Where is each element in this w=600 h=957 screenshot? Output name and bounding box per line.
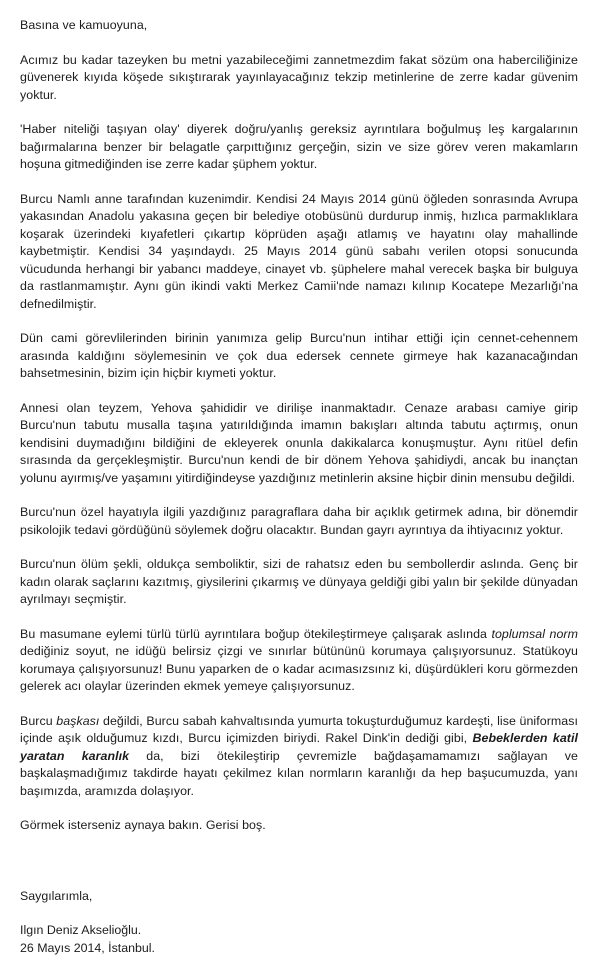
paragraph-7: Burcu'nun ölüm şekli, oldukça semboliktir, sizi de rahatsız eden bu sembollerdir aslında. Genç bir kadın olarak saçlarını kazıtmış, giysilerini çıkarmış ve dünyaya geldiği gibi yalın bir şekilde dünyadan ayrılmayı seçmiştir. bbox=[20, 556, 578, 609]
salutation: Basına ve kamuoyuna, bbox=[20, 17, 578, 35]
signature-gap bbox=[20, 905, 578, 922]
paragraph-9-italic: başkası bbox=[56, 714, 99, 728]
paragraph-9-bold-italic-quote: Bebeklerden katil yaratan karanlık bbox=[20, 731, 578, 763]
paragraph-5: Annesi olan teyzem, Yehova şahididir ve dirilişe inanmaktadır. Cenaze arabası camiye girip Burcu'nun tabutu musalla taşına yatırıldığında imamın bakışları altında tabutu açtırmış, onun kendisini duymadığını bildiğini de ekleyerek onunla dakikalarca konuşmuştur. Aynı ritüel defin sırasında da gerçekleşmiştir. Burcu'nun kendi de bir dönem Yehova şahidiydi, ancak bu inançtan yolunu ayırmış/ve yaşamını yitirdiğindeyse yazdığınız metinlerin aksine hiçbir dinin mensubu değildi. bbox=[20, 400, 578, 488]
paragraph-8-part2: dediğiniz soyut, ne idüğü belirsiz çizgi ve sınırlar bütününü korumaya çalışıyorsunuz. Statükoyu korumaya çalışıyorsunuz! Bunu yaparken de o kadar acımasızsınız ki, düşürdükleri koru görmezden gelerek acı olaylar üzerinden ekmek yemeye çalışıyorsunuz. bbox=[20, 644, 578, 693]
paragraph-4: Dün cami görevlilerinden birinin yanımıza gelip Burcu'nun intihar ettiği için cennet-cehennem arasında kaldığını söylemesinin ve çok dua edersek cennete girmeye hak kazanacağından bahsetmesinin, bizim için hiçbir kıymeti yoktur. bbox=[20, 330, 578, 383]
paragraph-2: 'Haber niteliği taşıyan olay' diyerek doğru/yanlış gereksiz ayrıntılara boğulmuş leş kargalarının bağırmalarına benzer bir belagatle çarpıttığınız gerçeğin, sizin ve size görev veren makamların hoşuna gitmediğinden ise zerre kadar şüphem yoktur. bbox=[20, 121, 578, 174]
paragraph-9 bbox=[20, 713, 578, 801]
paragraph-9-part1: Burcu bbox=[20, 714, 56, 728]
paragraph-8-italic: toplumsal norm bbox=[491, 627, 578, 641]
paragraph-9-part3: da, bizi ötekileştirip çevremizle bağdaşamamamızı sağlayan ve başkalaşmadığımız takdirde hayatı çekilmez kılan normların karanlığı da hep başucumuzda, yanı başımızda, aramızda dolaşıyor. bbox=[20, 749, 578, 798]
paragraph-9-part2: değildi, Burcu sabah kahvaltısında yumurta tokuşturduğumuz kardeşti, lise üniforması içinde aşık olduğumuz kızdı, Burcu içimizden biriydi. Rakel Dink'in dediği gibi, bbox=[20, 714, 578, 746]
signature-regards: Saygılarımla, bbox=[20, 888, 578, 906]
signature-spacer bbox=[20, 852, 578, 869]
paragraph-1: Acımız bu kadar tazeyken bu metni yazabileceğimi zannetmezdim fakat sözüm ona haberciliğinize güvenerek kıyıda köşede sıkıştırarak yayınlayacağınız tekzip metinlerine de zerre kadar güvenim yoktur. bbox=[20, 52, 578, 105]
signature-date: 26 Mayıs 2014, İstanbul. bbox=[20, 940, 578, 957]
paragraph-8-part1: Bu masumane eylemi türlü türlü ayrıntılara boğup ötekileştirmeye çalışarak aslında bbox=[20, 627, 491, 641]
closing-paragraph: Görmek isterseniz aynaya bakın. Gerisi boş. bbox=[20, 817, 578, 835]
paragraph-6: Burcu'nun özel hayatıyla ilgili yazdığınız paragraflara daha bir açıklık getirmek adına, bir dönemdir psikolojik tedavi gördüğünü söylemek doğru olacaktır. Bundan gayrı ayrıntıya da ihtiyacınız yoktur. bbox=[20, 504, 578, 539]
paragraph-3: Burcu Namlı anne tarafından kuzenimdir. Kendisi 24 Mayıs 2014 günü öğleden sonrasında Avrupa yakasından Anadolu yakasına geçen bir belediye otobüsünü durdurup inmiş, hızlıca parmaklıklara koşarak üzerindeki kıyafetleri çıkartıp köprüden aşağı atlamış ve hayatını olay mahallinde kaybetmiştir. Kendisi 34 yaşındaydı. 25 Mayıs 2014 günü sabahı verilen otopsi sonucunda vücudunda herhangi bir yabancı maddeye, cinayet vb. şüphelere mahal verecek başka bir bulguya da rastlanmamıştır. Aynı gün ikindi vakti Merkez Camii'nde namazı kılınıp Kocatepe Mezarlığı'na defnedilmiştir. bbox=[20, 191, 578, 314]
paragraph-8 bbox=[20, 626, 578, 696]
signature-block bbox=[20, 888, 578, 957]
signature-name: Ilgın Deniz Akselioğlu. bbox=[20, 922, 578, 940]
